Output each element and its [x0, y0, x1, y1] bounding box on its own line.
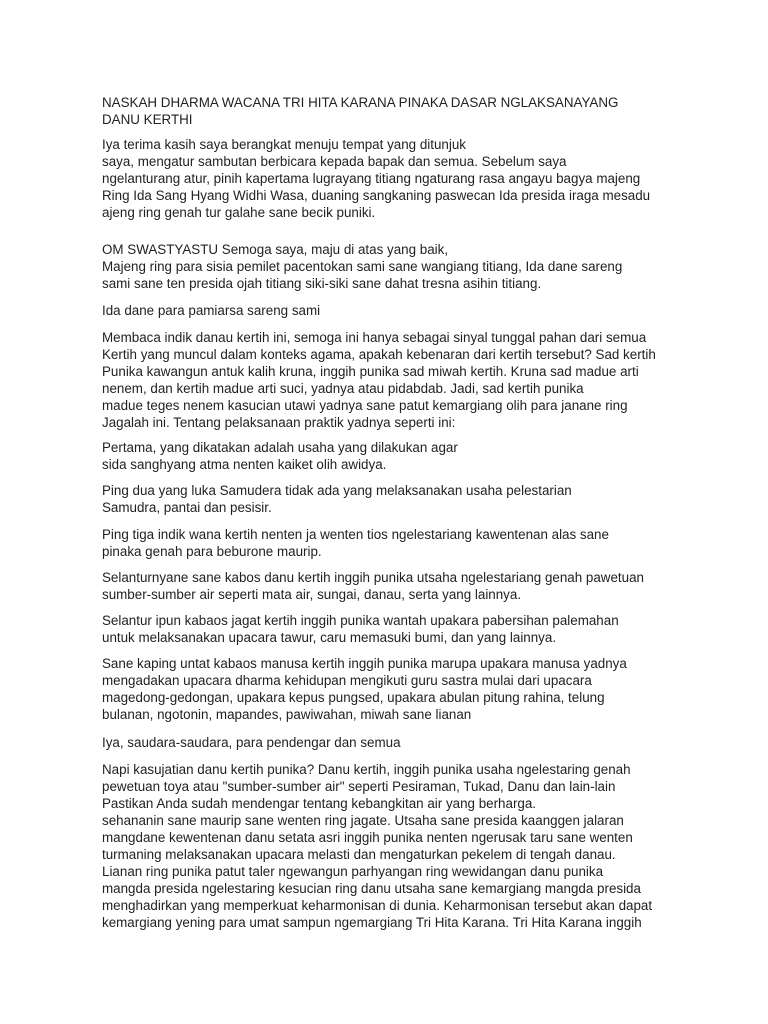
paragraph-line: sumber-sumber air seperti mata air, sungai, danau, serta yang lainnya.: [102, 587, 522, 602]
document-body: [102, 94, 682, 931]
paragraph-line: mangdane kewentenan danu setata asri inggih punika nenten ngerusak taru sane wenten: [102, 830, 633, 845]
paragraph-line: saya, mengatur sambutan berbicara kepada bapak dan semua. Sebelum saya: [102, 154, 567, 169]
paragraph-line: Membaca indik danau kertih ini, semoga ini hanya sebagai sinyal tunggal pahan dari semua: [102, 330, 647, 345]
paragraph-line: Ping tiga indik wana kertih nenten ja wenten tios ngelestariang kawentenan alas sane: [102, 527, 609, 542]
paragraph-line: nenem, dan kertih madue arti suci, yadnya atau pidabdab. Jadi, sad kertih punika: [102, 381, 584, 396]
paragraph-line: Selanturnyane sane kabos danu kertih inggih punika utsaha ngelestariang genah pawetuan: [102, 570, 644, 585]
paragraph-line: Iya terima kasih saya berangkat menuju tempat yang ditunjuk: [102, 137, 466, 152]
paragraph-line: sida sanghyang atma nenten kaiket olih awidya.: [102, 457, 387, 472]
paragraph-line: Pertama, yang dikatakan adalah usaha yang dilakukan agar: [102, 440, 458, 455]
paragraph-line: bulanan, ngotonin, mapandes, pawiwahan, miwah sane lianan: [102, 707, 472, 722]
paragraph-line: Lianan ring punika patut taler ngewangun parhyangan ring wewidangan danu punika: [102, 864, 604, 879]
paragraph-line: Majeng ring para sisia pemilet pacentokan sami sane wangiang titiang, Ida dane sareng: [102, 259, 623, 274]
paragraph-greeting: [102, 241, 682, 292]
paragraph-line: Samudra, pantai dan pesisir.: [102, 500, 272, 515]
paragraph-line: Punika kawangun antuk kalih kruna, inggih punika sad miwah kertih. Kruna sad madue arti: [102, 364, 639, 379]
paragraph-line: mengadakan upacara dharma kehidupan mengikuti guru sastra mulai dari upacara: [102, 673, 592, 688]
paragraph-address: [102, 302, 682, 319]
paragraph-line: Ping dua yang luka Samudera tidak ada yang melaksanakan usaha pelestarian: [102, 483, 572, 498]
paragraph-line: turmaning melaksanakan upacara melasti dan mengaturkan pekelem di tengah danau.: [102, 847, 616, 862]
paragraph-third: [102, 526, 682, 560]
paragraph-jagat-kertih: [102, 612, 682, 646]
title-line: DANU KERTHI: [102, 112, 193, 127]
paragraph-line: kemargiang yening para umat sampun ngemargiang Tri Hita Karana. Tri Hita Karana inggih: [102, 915, 642, 930]
paragraph-second: [102, 482, 682, 516]
paragraph-line: ajeng ring genah tur galahe sane becik puniki.: [102, 205, 376, 220]
paragraph-line: Napi kasujatian danu kertih punika? Danu kertih, inggih punika usaha ngelestaring genah: [102, 762, 631, 777]
paragraph-line: untuk melaksanakan upacara tawur, caru memasuki bumi, dan yang lainnya.: [102, 630, 557, 645]
paragraph-line: Iya, saudara-saudara, para pendengar dan semua: [102, 735, 401, 750]
paragraph-line: pinaka genah para beburone maurip.: [102, 544, 322, 559]
paragraph-first: [102, 439, 682, 473]
paragraph-line: ngelanturang atur, pinih kapertama lugrayang titiang ngaturang rasa angayu bagya majeng: [102, 171, 641, 186]
paragraph-manusa-kertih: [102, 655, 682, 723]
paragraph-sad-kertih: [102, 329, 682, 431]
paragraph-line: sami sane ten presida ojah titiang siki-siki sane dahat tresna asihin titiang.: [102, 276, 542, 291]
title-line: NASKAH DHARMA WACANA TRI HITA KARANA PINAKA DASAR NGLAKSANAYANG: [102, 95, 619, 110]
paragraph-line: Kertih yang muncul dalam konteks agama, apakah kebenaran dari kertih tersebut? Sad kertih: [102, 347, 656, 362]
paragraph-line: madue teges nenem kasucian utawi yadnya sane patut kemargiang olih para janane ring: [102, 398, 628, 413]
paragraph-audience: [102, 734, 682, 751]
paragraph-line: magedong-gedongan, upakara kepus pungsed, upakara abulan pitung rahina, telung: [102, 690, 605, 705]
paragraph-danu-kertih-essence: [102, 761, 682, 931]
paragraph-line: Sane kaping untat kabaos manusa kertih inggih punika marupa upakara manusa yadnya: [102, 656, 627, 671]
paragraph-line: Jagalah ini. Tentang pelaksanaan praktik yadnya seperti ini:: [102, 415, 456, 430]
document-title: [102, 94, 682, 128]
paragraph-line: menghadirkan yang memperkuat keharmonisan di dunia. Keharmonisan tersebut akan dapat: [102, 898, 653, 913]
paragraph-danu-kertih: [102, 569, 682, 603]
paragraph-line: Ring Ida Sang Hyang Widhi Wasa, duaning sangkaning paswecan Ida presida iraga mesadu: [102, 188, 651, 203]
paragraph-line: Ida dane para pamiarsa sareng sami: [102, 303, 321, 318]
paragraph-line: sehananin sane maurip sane wenten ring jagate. Utsaha sane presida kaanggen jalaran: [102, 813, 624, 828]
paragraph-opening: [102, 136, 682, 221]
paragraph-line: OM SWASTYASTU Semoga saya, maju di atas yang baik,: [102, 242, 449, 257]
paragraph-line: pewetuan toya atau "sumber-sumber air" seperti Pesiraman, Tukad, Danu dan lain-lain: [102, 779, 616, 794]
paragraph-line: Selantur ipun kabaos jagat kertih inggih punika wantah upakara pabersihan palemahan: [102, 613, 619, 628]
paragraph-line: Pastikan Anda sudah mendengar tentang kebangkitan air yang berharga.: [102, 796, 537, 811]
paragraph-line: mangda presida ngelestaring kesucian ring danu utsaha sane kemargiang mangda presida: [102, 881, 641, 896]
